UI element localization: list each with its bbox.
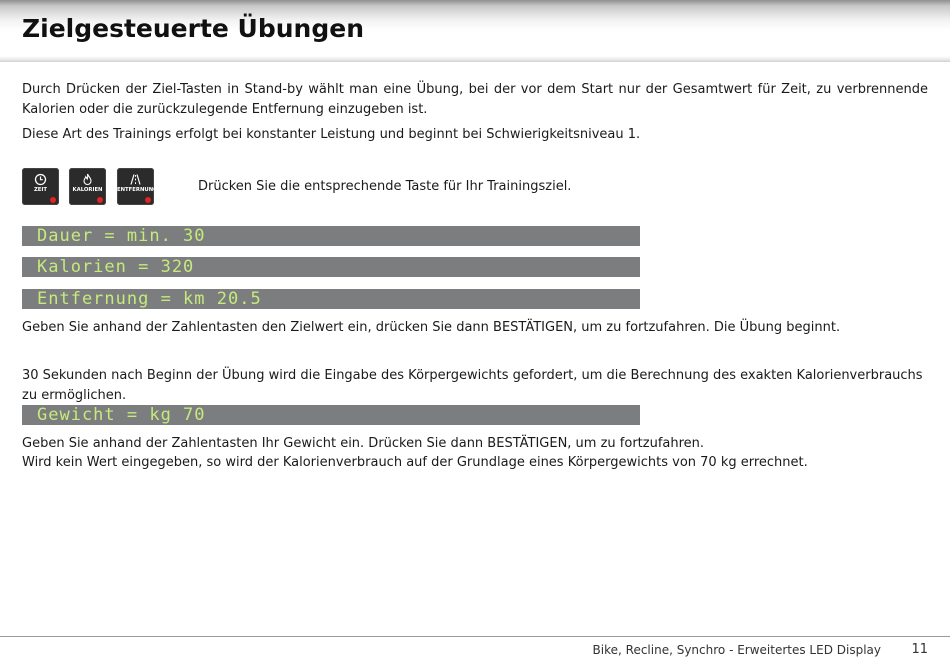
- lcd-display-gewicht: Gewicht = kg 70: [22, 405, 640, 425]
- lcd-display-entfernung: Entfernung = km 20.5: [22, 289, 640, 309]
- page-title: Zielgesteuerte Übungen: [22, 14, 364, 43]
- key-entfernung[interactable]: [117, 168, 158, 205]
- key-zeit-label: ZEIT: [33, 187, 48, 193]
- intro-paragraph-1: Durch Drücken der Ziel-Tasten in Stand-by wählt man eine Übung, bei der vor dem Start nur der Gesamtwert für Zeit, zu verbrennende Kalorien oder die zurückzulegende Entfernung einzugeben ist.: [22, 82, 928, 117]
- weight-instruction-2: Wird kein Wert eingegeben, so wird der Kalorienverbrauch auf der Grundlage eines Körpergewichts von 70 kg errechnet.: [22, 455, 808, 470]
- key-zeit[interactable]: [22, 168, 59, 205]
- key-kalorien[interactable]: [69, 168, 106, 205]
- key-zeit-indicator: [50, 197, 56, 203]
- targets-instruction: Geben Sie anhand der Zahlentasten den Zielwert ein, drücken Sie dann BESTÄTIGEN, um zu fortzufahren. Die Übung beginnt.: [22, 320, 841, 335]
- key-kalorien-indicator: [97, 197, 103, 203]
- footer-divider: [0, 636, 950, 637]
- footer-product-name: Bike, Recline, Synchro - Erweitertes LED Display: [592, 643, 881, 657]
- flame-icon: [81, 173, 94, 186]
- key-entfernung-label: ENTFERNUNG: [117, 187, 158, 193]
- page-number: 11: [911, 642, 928, 657]
- weight-instruction-1: Geben Sie anhand der Zahlentasten Ihr Gewicht ein. Drücken Sie dann BESTÄTIGEN, um zu fortzufahren.: [22, 436, 705, 451]
- key-kalorien-label: KALORIEN: [72, 187, 103, 193]
- keys-caption: Drücken Sie die entsprechende Taste für Ihr Trainingsziel.: [198, 179, 572, 194]
- weight-prompt-paragraph: 30 Sekunden nach Beginn der Übung wird die Eingabe des Körpergewichts gefordert, um die Berechnung des exakten Kalorienverbrauchs zu ermöglichen.: [22, 368, 923, 403]
- lcd-display-dauer: Dauer = min. 30: [22, 226, 640, 246]
- clock-icon: [34, 173, 47, 186]
- intro-paragraph-2: Diese Art des Trainings erfolgt bei konstanter Leistung und beginnt bei Schwierigkeitsniveau 1.: [22, 127, 641, 142]
- key-entfernung-indicator: [145, 197, 151, 203]
- page-header: [0, 0, 950, 62]
- road-icon: [129, 173, 142, 186]
- lcd-display-kalorien: Kalorien = 320: [22, 257, 640, 277]
